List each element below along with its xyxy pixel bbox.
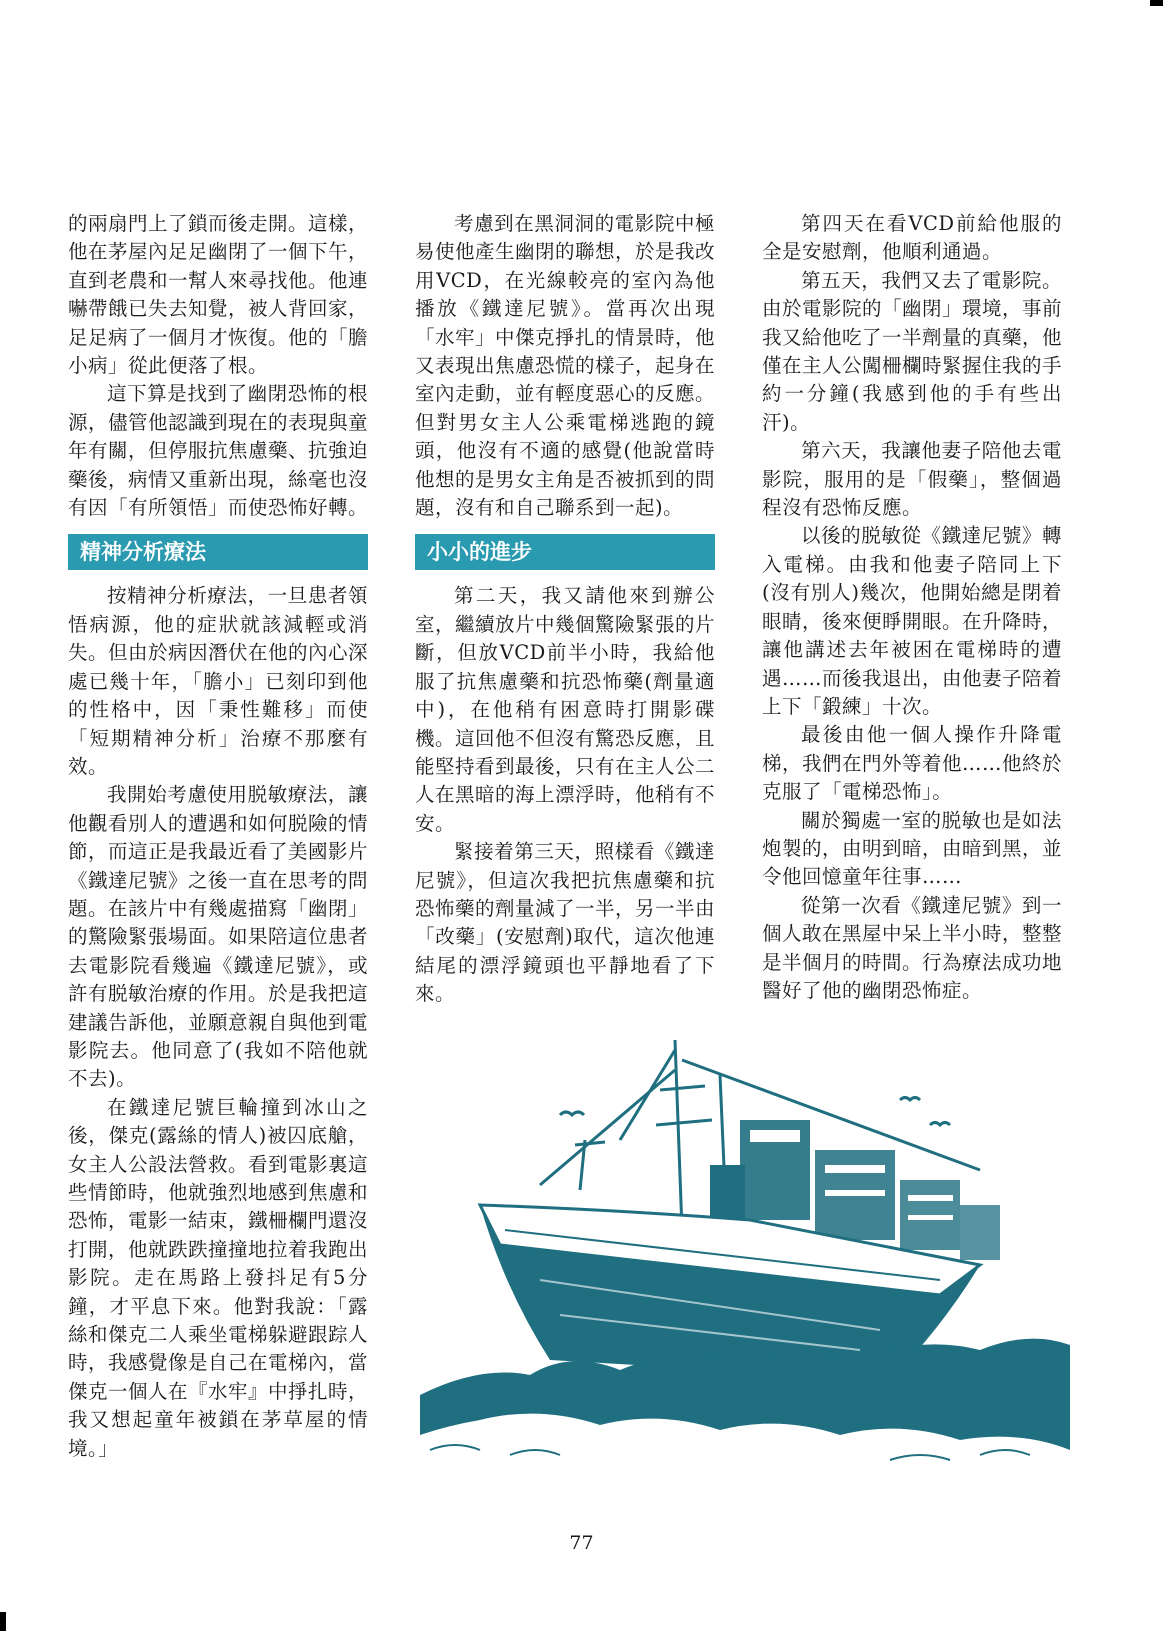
column-3 bbox=[762, 210, 1062, 1005]
page-number: 77 bbox=[569, 1532, 594, 1554]
paragraph: 的兩扇門上了鎖而後走開。這樣，他在茅屋內足足幽閉了一個下午，直到老農和一幫人來尋找他。他連嚇帶餓已失去知覺，被人背回家，足足病了一個月才恢復。他的「膽小病」從此便落了根。 bbox=[68, 212, 369, 378]
paragraph: 按精神分析療法，一旦患者領悟病源，他的症狀就該減輕或消失。但由於病因潛伏在他的內心深處已幾十年，「膽小」已刻印到他的性格中，因「秉性難移」而使「短期精神分析」治療不那麼有效。 bbox=[68, 584, 369, 778]
ship-illustration bbox=[420, 1030, 1070, 1510]
paragraph: 從第一次看《鐵達尼號》到一個人敢在黑屋中呆上半小時，整整是半個月的時間。行為療法成功地醫好了他的幽閉恐怖症。 bbox=[762, 893, 1063, 1002]
paragraph: 第六天，我讓他妻子陪他去電影院，服用的是「假藥」，整個過程沒有恐怖反應。 bbox=[762, 439, 1062, 520]
paragraph: 緊接着第三天，照樣看《鐵達尼號》，但這次我把抗焦慮藥和抗恐怖藥的劑量減了一半，另一半由「改藥」(安慰劑)取代，這次他連結尾的漂浮鏡頭也平靜地看了下來。 bbox=[415, 840, 716, 1006]
paragraph: 關於獨處一室的脱敏也是如法炮製的，由明到暗，由暗到黑，並令他回憶童年往事…… bbox=[762, 808, 1063, 889]
paragraph: 第五天，我們又去了電影院。由於電影院的「幽閉」環境，事前我又給他吃了一半劑量的真藥，他僅在主人公闖柵欄時緊握住我的手約一分鐘(我感到他的手有些出汗)。 bbox=[762, 268, 1063, 434]
scan-edge-mark bbox=[0, 1612, 6, 1631]
paragraph: 這下算是找到了幽閉恐怖的根源，儘管他認識到現在的表現與童年有關，但停服抗焦慮藥、抗強迫藥後，病情又重新出現，絲毫也沒有因「有所領悟」而使恐怖好轉。 bbox=[68, 382, 369, 520]
paragraph: 以後的脱敏從《鐵達尼號》轉入電梯。由我和他妻子陪同上下(沒有別人)幾次，他開始總是閉着眼睛，後來便睜開眼。在升降時，讓他講述去年被困在電梯時的遭遇……而後我退出，由他妻子陪着上下「鍛練」十次。 bbox=[762, 524, 1063, 718]
scan-edge-mark bbox=[1150, 0, 1163, 6]
paragraph: 我開始考慮使用脱敏療法，讓他觀看別人的遭遇和如何脱險的情節，而這正是我最近看了美國影片《鐵達尼號》之後一直在思考的問題。在該片中有幾處描寫「幽閉」的驚險緊張場面。如果陪這位患者去電影院看幾遍《鐵達尼號》，或許有脱敏治療的作用。於是我把這建議告訴他，並願意親自與他到電影院去。他同意了(我如不陪他就不去)。 bbox=[68, 783, 369, 1091]
paragraph: 最後由他一個人操作升降電梯，我們在門外等着他……他終於克服了「電梯恐怖」。 bbox=[762, 723, 1063, 804]
paragraph: 第四天在看VCD前給他服的全是安慰劑，他順利通過。 bbox=[762, 212, 1062, 264]
paragraph: 在鐵達尼號巨輪撞到冰山之後，傑克(露絲的情人)被囚底艙，女主人公設法營救。看到電影裏這些情節時，他就強烈地感到焦慮和恐怖，電影一結束，鐵柵欄門還沒打開，他就跌跌撞撞地拉着我跑出影院。走在馬路上發抖足有5分鐘，才平息下來。他對我說：「露絲和傑克二人乘坐電梯躲避跟踪人時，我感覺像是自己在電梯內，當傑克一個人在『水牢』中掙扎時，我又想起童年被鎖在茅草屋的情境。」 bbox=[68, 1095, 369, 1460]
paragraph: 考慮到在黑洞洞的電影院中極易使他產生幽閉的聯想，於是我改用VCD，在光線較亮的室內為他播放《鐵達尼號》。當再次出現「水牢」中傑克掙扎的情景時，他又表現出焦慮恐慌的樣子，起身在室內走動，並有輕度惡心的反應。但對男女主人公乘電梯逃跑的鏡頭，他沒有不適的感覺(他說當時他想的是男女主角是否被抓到的問題，沒有和自己聯系到一起)。 bbox=[415, 212, 716, 520]
column-1 bbox=[68, 210, 368, 1463]
column-2 bbox=[415, 210, 715, 1009]
section-heading: 小小的進步 bbox=[415, 534, 715, 570]
paragraph: 第二天，我又請他來到辦公室，繼續放片中幾個驚險緊張的片斷，但放VCD前半小時，我給他服了抗焦慮藥和抗恐怖藥(劑量適中)，在他稍有困意時打開影碟機。這回他不但沒有驚恐反應，且能堅持看到最後，只有在主人公二人在黑暗的海上漂浮時，他稍有不安。 bbox=[415, 584, 716, 835]
section-heading: 精神分析療法 bbox=[68, 534, 368, 570]
